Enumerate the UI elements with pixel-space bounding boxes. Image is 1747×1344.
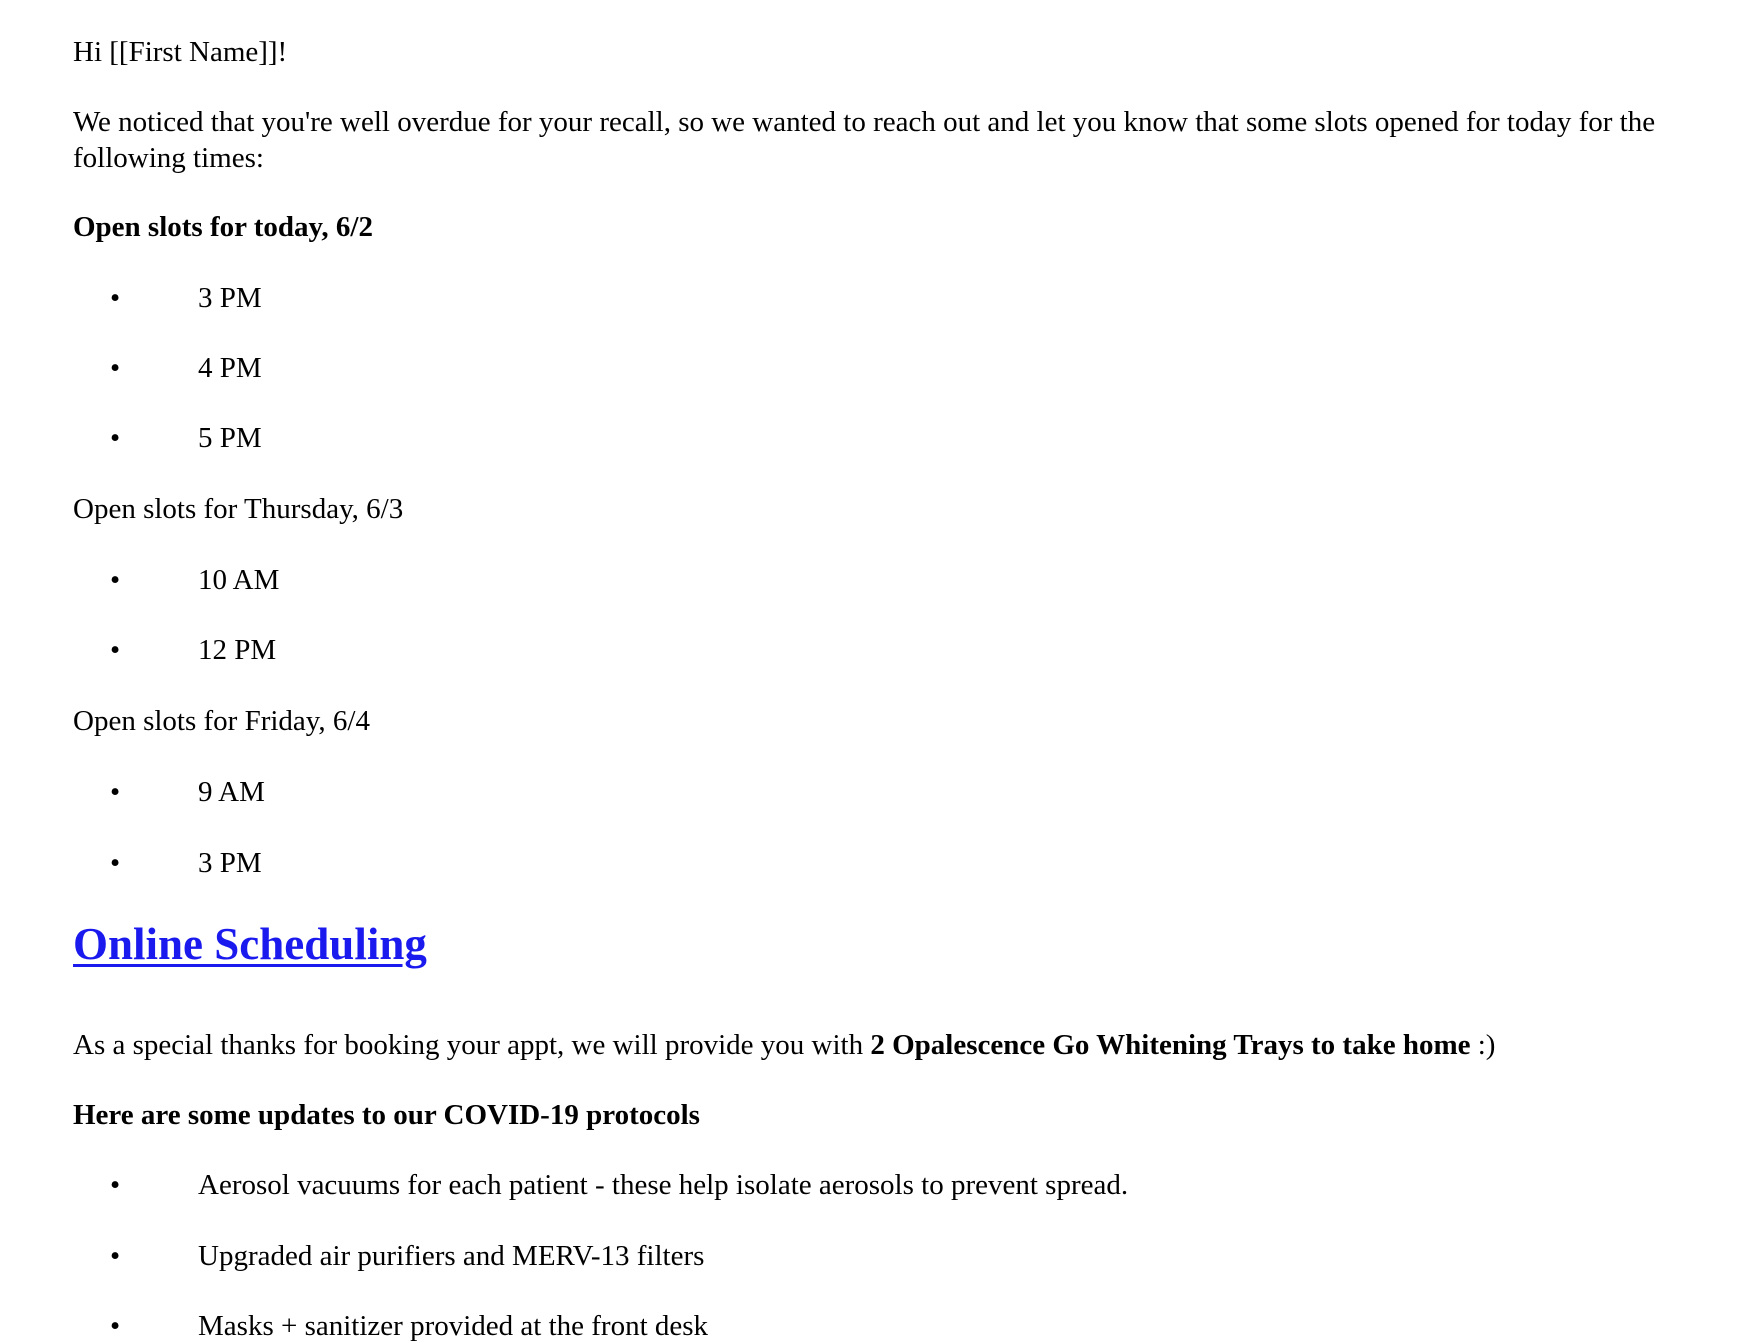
- intro-paragraph: We noticed that you're well overdue for your recall, so we wanted to reach out and let you know that some slots opened for today for the following times:: [73, 106, 1656, 174]
- greeting: Hi [[First Name]]!: [73, 36, 288, 68]
- slot-time: 12 PM: [198, 634, 277, 666]
- bullet-icon: •: [110, 1310, 121, 1342]
- covid-protocol-item: Masks + sanitizer provided at the front desk: [198, 1310, 709, 1342]
- slot-time: 3 PM: [198, 282, 262, 314]
- special-thanks-paragraph: [73, 1027, 1495, 1063]
- bullet-icon: •: [110, 422, 121, 454]
- covid-protocols-heading: Here are some updates to our COVID-19 protocols: [73, 1099, 700, 1131]
- bullet-icon: •: [110, 564, 121, 596]
- bullet-icon: •: [110, 352, 121, 384]
- slot-group-heading-thursday: Open slots for Thursday, 6/3: [73, 493, 404, 525]
- slot-group-heading-today: Open slots for today, 6/2: [73, 211, 373, 243]
- bullet-icon: •: [110, 776, 121, 808]
- slot-group-heading-friday: Open slots for Friday, 6/4: [73, 705, 370, 737]
- online-scheduling-link[interactable]: Online Scheduling: [73, 919, 427, 969]
- whitening-trays-offer: 2 Opalescence Go Whitening Trays to take home: [870, 1029, 1471, 1061]
- slot-time: 10 AM: [198, 564, 280, 596]
- special-thanks-prefix: As a special thanks for booking your appt, we will provide you with: [73, 1029, 871, 1061]
- slot-time: 9 AM: [198, 776, 265, 808]
- bullet-icon: •: [110, 1240, 121, 1272]
- bullet-icon: •: [110, 847, 121, 879]
- covid-protocol-item: Aerosol vacuums for each patient - these help isolate aerosols to prevent spread.: [198, 1169, 1129, 1201]
- slot-time: 4 PM: [198, 352, 262, 384]
- slot-time: 3 PM: [198, 847, 262, 879]
- bullet-icon: •: [110, 282, 121, 314]
- slot-time: 5 PM: [198, 422, 262, 454]
- bullet-icon: •: [110, 1169, 121, 1201]
- covid-protocol-item: Upgraded air purifiers and MERV-13 filters: [198, 1240, 705, 1272]
- bullet-icon: •: [110, 634, 121, 666]
- special-thanks-suffix: :): [1470, 1029, 1496, 1061]
